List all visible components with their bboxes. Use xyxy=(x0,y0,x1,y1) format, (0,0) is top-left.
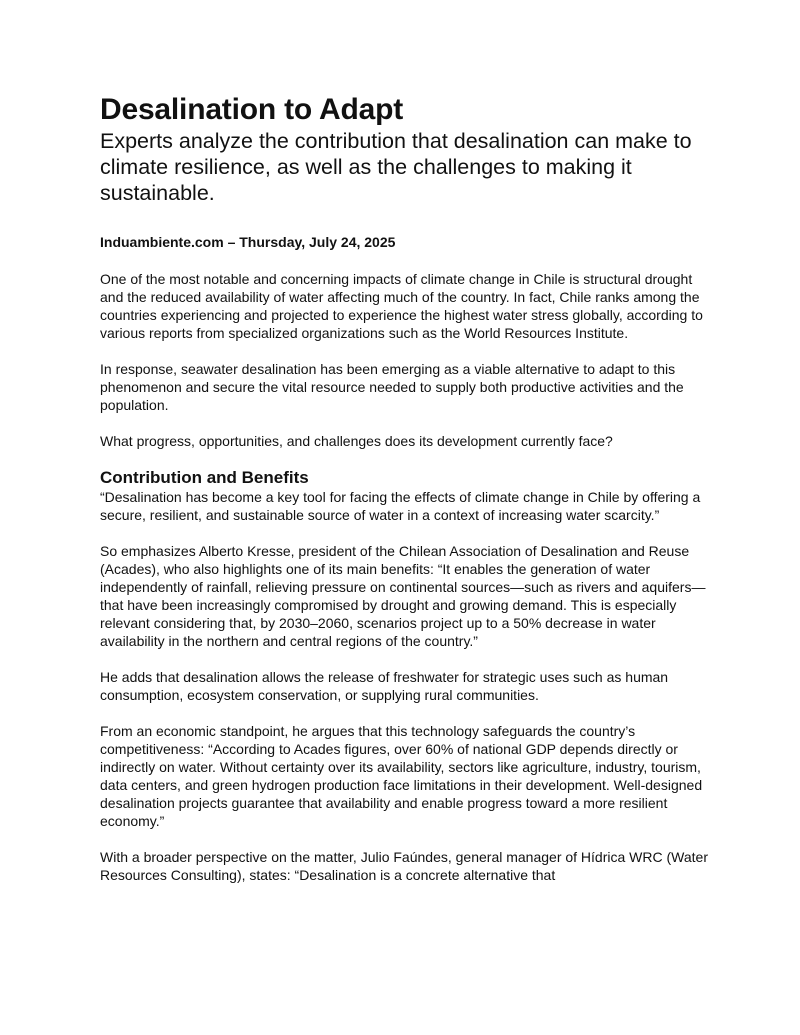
section-paragraph: With a broader perspective on the matter, Julio Faúndes, general manager of Hídrica WRC (Water Resources Consulting), states: “Desalination is a concrete alternative that xyxy=(100,849,708,883)
section-paragraph: He adds that desalination allows the release of freshwater for strategic uses such as human consumption, ecosystem conservation, or supplying rural communities. xyxy=(100,669,669,703)
intro-paragraph: One of the most notable and concerning impacts of climate change in Chile is structural drought and the reduced availability of water affecting much of the country. In fact, Chile ranks among the countries experiencing and projected to experience the highest water stress globally, according to various reports from specialized organizations such as the World Resources Institute. xyxy=(100,271,703,341)
article-title: Desalination to Adapt xyxy=(100,93,404,126)
section-paragraph: “Desalination has become a key tool for facing the effects of climate change in Chile by offering a secure, resilient, and sustainable source of water in a context of increasing water scarcity.” xyxy=(100,489,701,523)
intro-paragraph: In response, seawater desalination has been emerging as a viable alternative to adapt to this phenomenon and secure the vital resource needed to supply both productive activities and the population. xyxy=(100,361,684,413)
section-paragraph: From an economic standpoint, he argues that this technology safeguards the country’s competitiveness: “According to Acades figures, over 60% of national GDP depends directly or indirectly on water. Without certainty over its availability, sectors like agriculture, industry, tourism, data centers, and green hydrogen production face limitations in their development. Well-designed desalination projects guarantee that availability and enable progress toward a more resilient economy.” xyxy=(100,723,703,829)
article-byline: Induambiente.com – Thursday, July 24, 2025 xyxy=(100,234,396,250)
intro-paragraph: What progress, opportunities, and challenges does its development currently face? xyxy=(100,433,613,449)
article xyxy=(100,92,710,902)
section-paragraph: So emphasizes Alberto Kresse, president of the Chilean Association of Desalination and Reuse (Acades), who also highlights one of its main benefits: “It enables the generation of water independently of rainfall, relieving pressure on continental sources—such as rivers and aquifers—that have been increasingly compromised by drought and growing demand. This is especially relevant considering that, by 2030–2060, scenarios project up to a 50% decrease in water availability in the northern and central regions of the country.” xyxy=(100,543,706,649)
section-heading: Contribution and Benefits xyxy=(100,468,309,487)
article-subtitle: Experts analyze the contribution that desalination can make to climate resilience, as well as the challenges to making it sustainable. xyxy=(100,129,692,205)
